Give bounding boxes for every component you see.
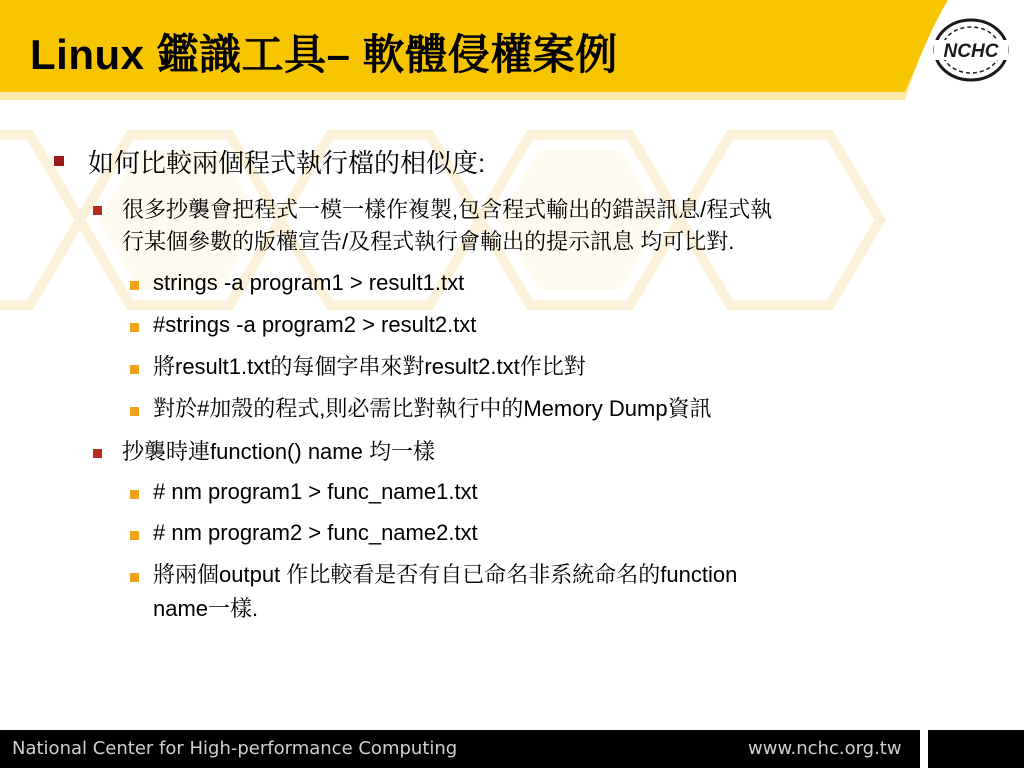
outline-item-level3: 將兩個output 作比較看是否有自已命名非系統命名的function [153,562,738,587]
bullet-square-icon [130,490,139,499]
outline-item-level3: strings -a program1 > result1.txt [153,270,465,295]
bullet-square-icon [130,531,139,540]
bullet-square-icon [130,323,139,332]
svg-text:NCHC: NCHC [943,41,999,62]
slide-title: Linux 鑑識工具– 軟體侵權案例 [30,31,618,78]
outline-item-level3: 對於#加殼的程式,則必需比對執行中的Memory Dump資訊 [153,396,712,421]
outline-item-level3: #strings -a program2 > result2.txt [153,312,477,337]
bullet-square-icon [54,156,64,166]
footer-website-link[interactable]: www.nchc.org.tw [748,738,902,759]
footer-bar [0,730,1024,768]
bullet-square-icon [130,573,139,582]
bullet-square-icon [93,206,102,215]
footer-divider [920,730,928,768]
outline-item-level3-continued: name一樣. [153,596,259,621]
outline-item-level2-continued: 行某個參數的版權宣告/及程式執行會輸出的提示訊息 均可比對. [122,229,735,254]
bullet-square-icon [130,281,139,290]
bullet-square-icon [130,407,139,416]
outline-item-level1: 如何比較兩個程式執行檔的相似度: [88,148,486,178]
outline-item-level3: # nm program2 > func_name2.txt [153,520,478,545]
bullet-square-icon [130,365,139,374]
footer-organization: National Center for High-performance Computing [12,738,458,759]
outline-item-level2: 抄襲時連function() name 均一樣 [122,439,435,464]
outline-item-level2: 很多抄襲會把程式一模一樣作複製,包含程式輸出的錯誤訊息/程式執 [122,197,773,222]
outline-item-level3: 將result1.txt的每個字串來對result2.txt作比對 [153,354,586,379]
bullet-square-icon [93,449,102,458]
outline-item-level3: # nm program1 > func_name1.txt [153,479,478,504]
